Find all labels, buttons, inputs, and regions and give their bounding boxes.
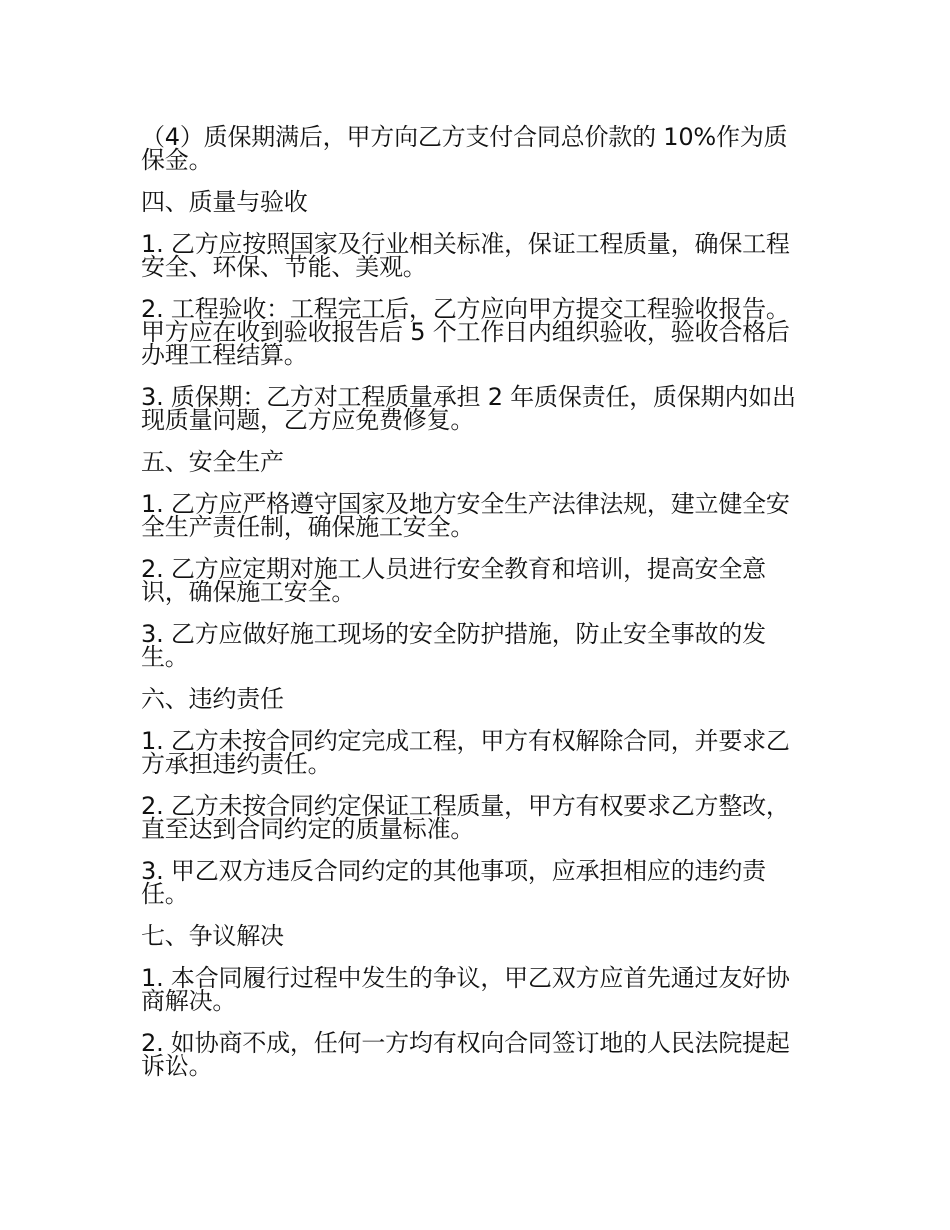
heading-safety: 五、安全生产: [141, 448, 284, 476]
para-safety-3: 3. 乙方应做好施工现场的安全防护措施，防止安全事故的发生。: [141, 620, 766, 671]
para-quality-2: 2. 工程验收：工程完工后，乙方应向甲方提交工程验收报告。甲方应在收到验收报告后 5 个工作日内组织验收，验收合格后办理工程结算。: [141, 295, 790, 369]
para-liability-2: 2. 乙方未按合同约定保证工程质量，甲方有权要求乙方整改，直至达到合同约定的质量标准。: [141, 792, 790, 843]
para-safety-1: 1. 乙方应严格遵守国家及地方安全生产法律法规，建立健全安全生产责任制，确保施工安全。: [141, 490, 790, 541]
para-dispute-2: 2. 如协商不成，任何一方均有权向合同签订地的人民法院提起诉讼。: [141, 1029, 790, 1080]
para-liability-1: 1. 乙方未按合同约定完成工程，甲方有权解除合同，并要求乙方承担违约责任。: [141, 727, 790, 778]
para-liability-3: 3. 甲乙双方违反合同约定的其他事项，应承担相应的违约责任。: [141, 857, 766, 908]
heading-quality: 四、质量与验收: [141, 188, 308, 216]
para-dispute-1: 1. 本合同履行过程中发生的争议，甲乙双方应首先通过友好协商解决。: [141, 964, 790, 1015]
para-quality-1: 1. 乙方应按照国家及行业相关标准，保证工程质量，确保工程安全、环保、节能、美观。: [141, 230, 790, 281]
document-body: [141, 123, 811, 1097]
heading-liability: 六、违约责任: [141, 685, 284, 713]
heading-dispute: 七、争议解决: [141, 922, 284, 950]
para-safety-2: 2. 乙方应定期对施工人员进行安全教育和培训，提高安全意识，确保施工安全。: [141, 555, 766, 606]
para-quality-3: 3. 质保期：乙方对工程质量承担 2 年质保责任，质保期内如出现质量问题，乙方应免费修复。: [141, 383, 796, 434]
para-warranty-retention: （4）质保期满后，甲方向乙方支付合同总价款的 10%作为质保金。: [141, 123, 788, 174]
